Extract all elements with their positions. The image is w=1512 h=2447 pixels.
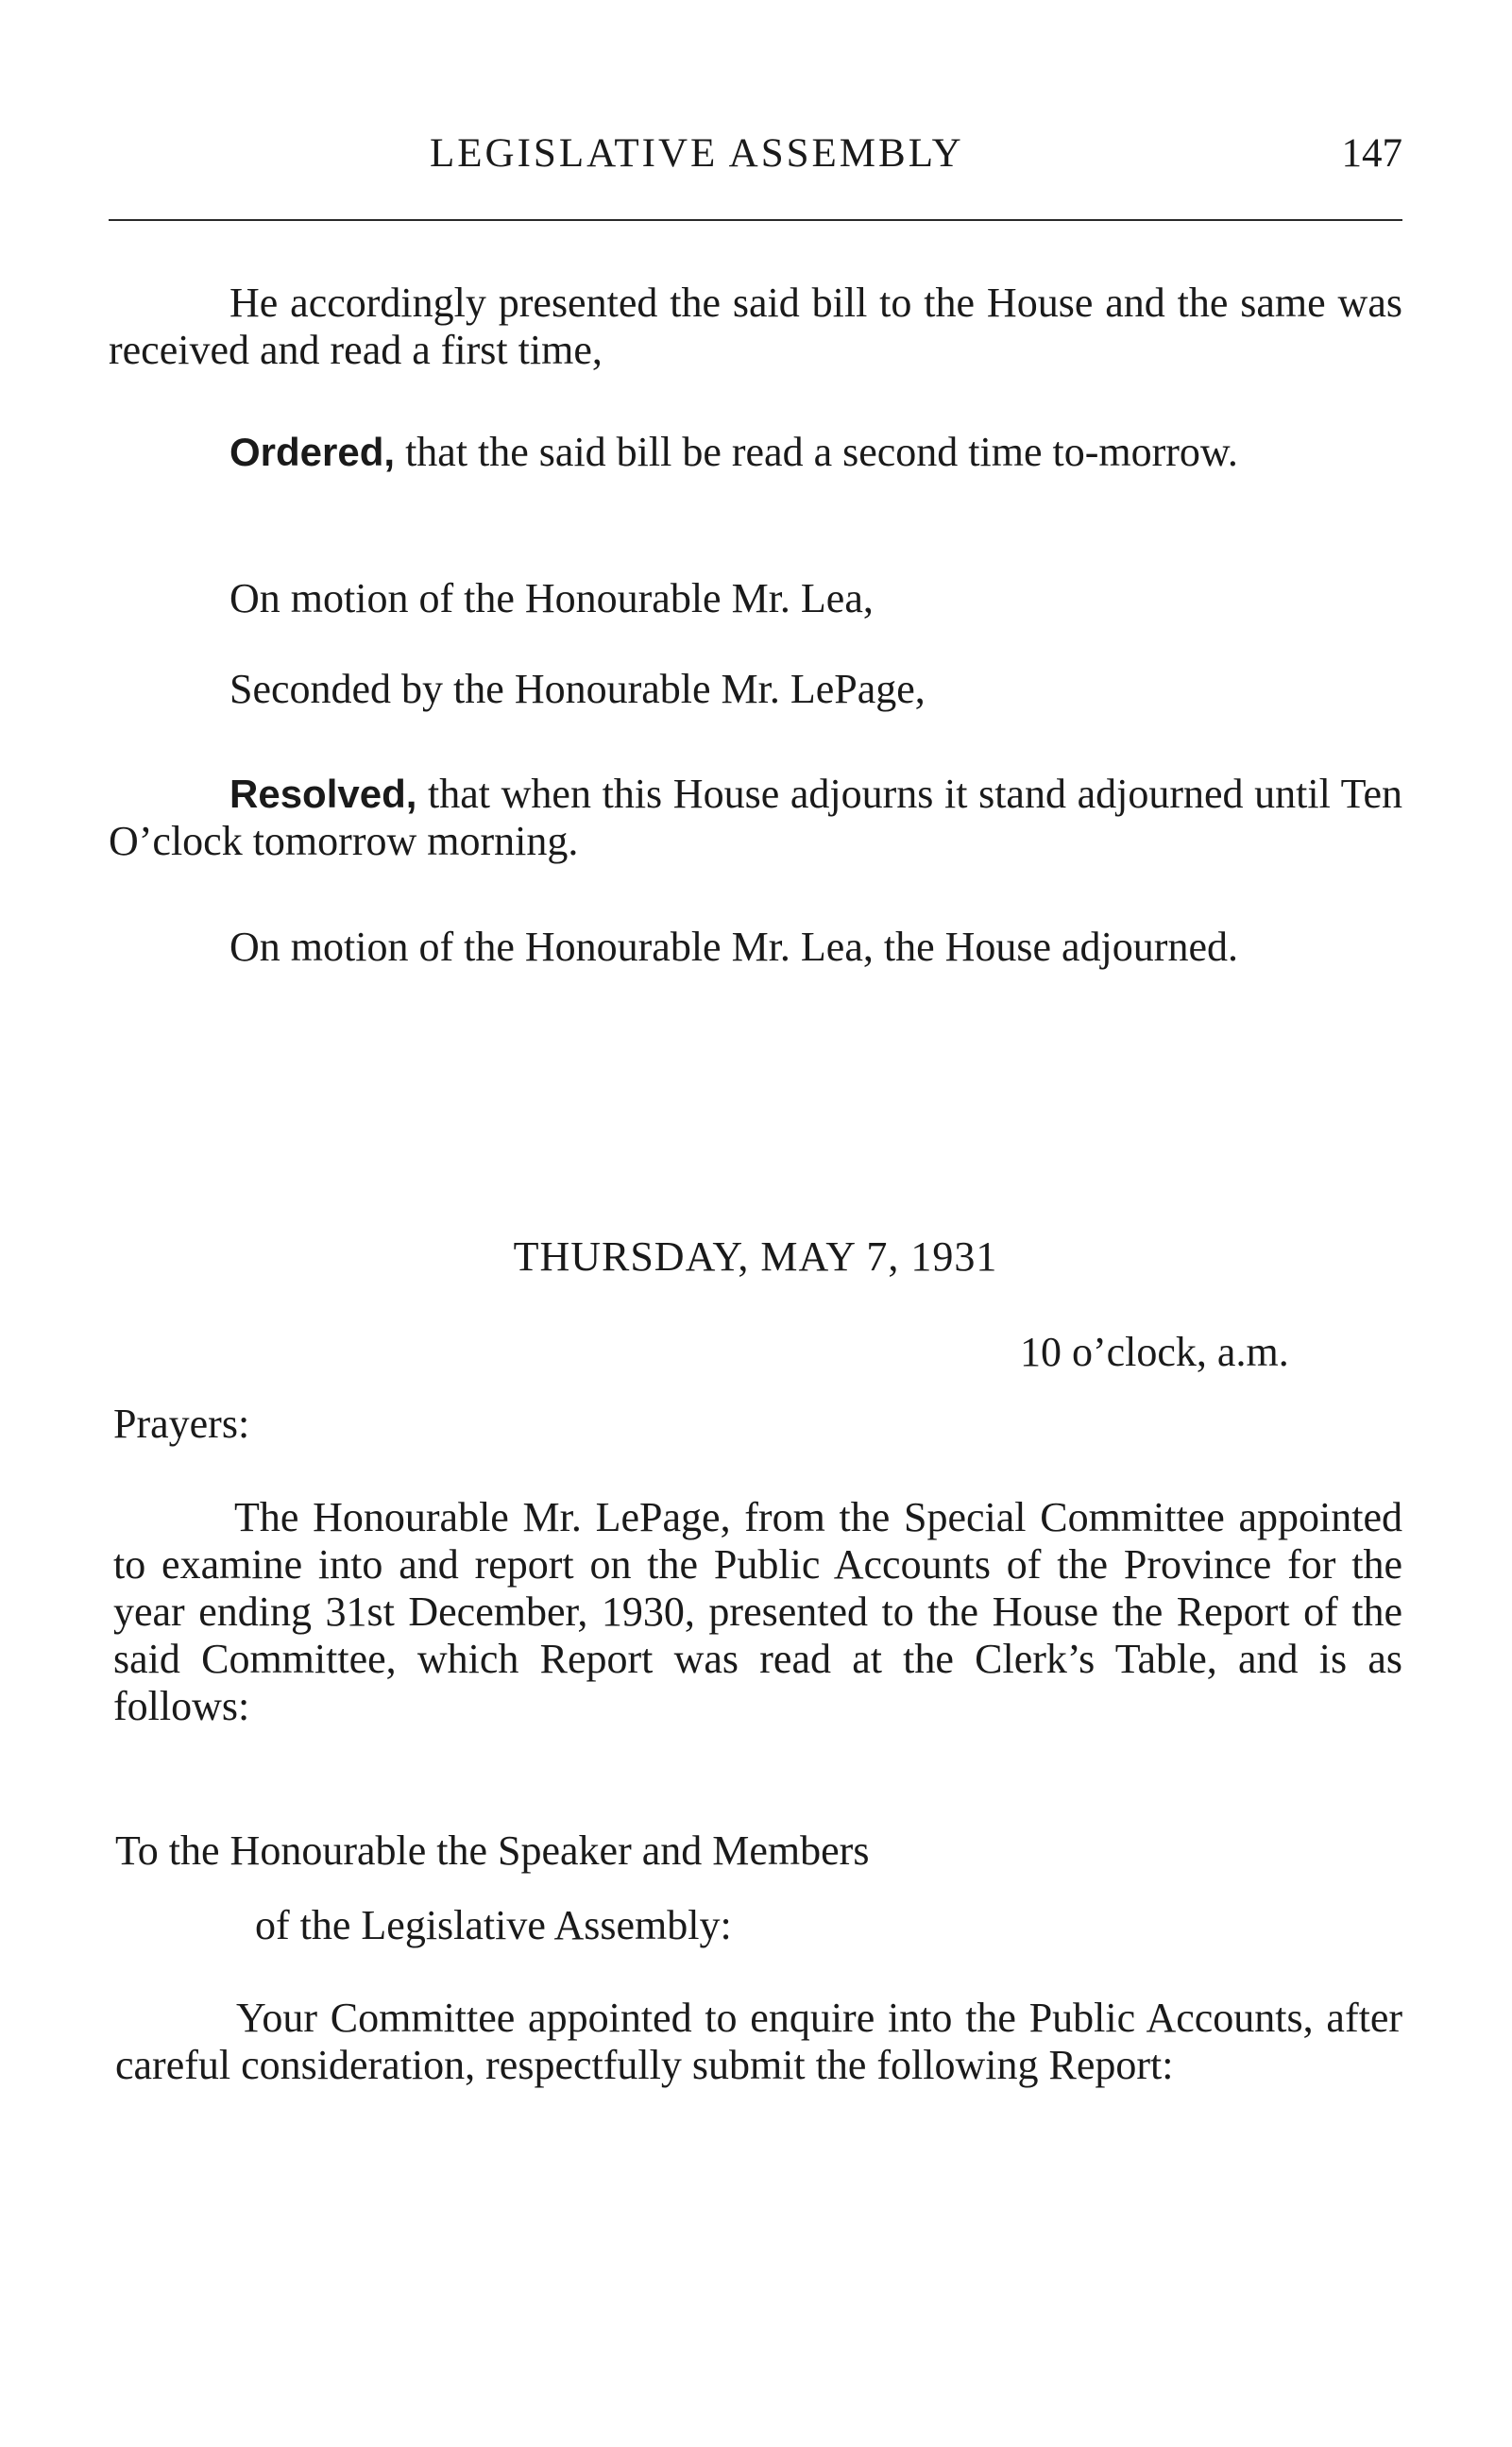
paragraph-bill-presented: He accordingly presented the said bill to the House and the same was received and read a first time, [109,280,1402,373]
prayers-label: Prayers: [113,1401,250,1447]
paragraph-report-intro: The Honourable Mr. LePage, from the Special Committee appointed to examine into and report on the Public Accounts of the Province for the year ending 31st December, 1930, presented to the House the Report of the said Committee, which Report was read at the Clerk’s Table, and is as follows: [113,1494,1402,1729]
address-line-1: To the Honourable the Speaker and Members [115,1827,870,1874]
resolved-text: that when this House adjourns it stand adjourned until Ten O’clock tomorrow morning. [109,771,1402,864]
paragraph-resolved [109,771,1402,865]
resolved-lead: Resolved, [229,772,417,816]
address-line-2: of the Legislative Assembly: [255,1902,732,1948]
page-header [109,130,1402,187]
paragraph-ordered [109,429,1402,476]
ordered-text: that the said bill be read a second time to-morrow. [395,429,1238,475]
running-head-title: LEGISLATIVE ASSEMBLY [430,131,964,176]
paragraph-adjourned: On motion of the Honourable Mr. Lea, the House adjourned. [229,924,1238,970]
page-number: 147 [1341,131,1402,176]
header-rule [109,219,1402,221]
seconded-lepage: Seconded by the Honourable Mr. LePage, [229,666,926,712]
motion-lea: On motion of the Honourable Mr. Lea, [229,575,874,621]
paragraph-report-body: Your Committee appointed to enquire into the Public Accounts, after careful consideration, respectfully submit the following Report: [115,1995,1402,2088]
sitting-time: 10 o’clock, a.m. [1020,1329,1289,1375]
date-heading: THURSDAY, MAY 7, 1931 [513,1233,998,1280]
ordered-lead: Ordered, [229,430,396,474]
